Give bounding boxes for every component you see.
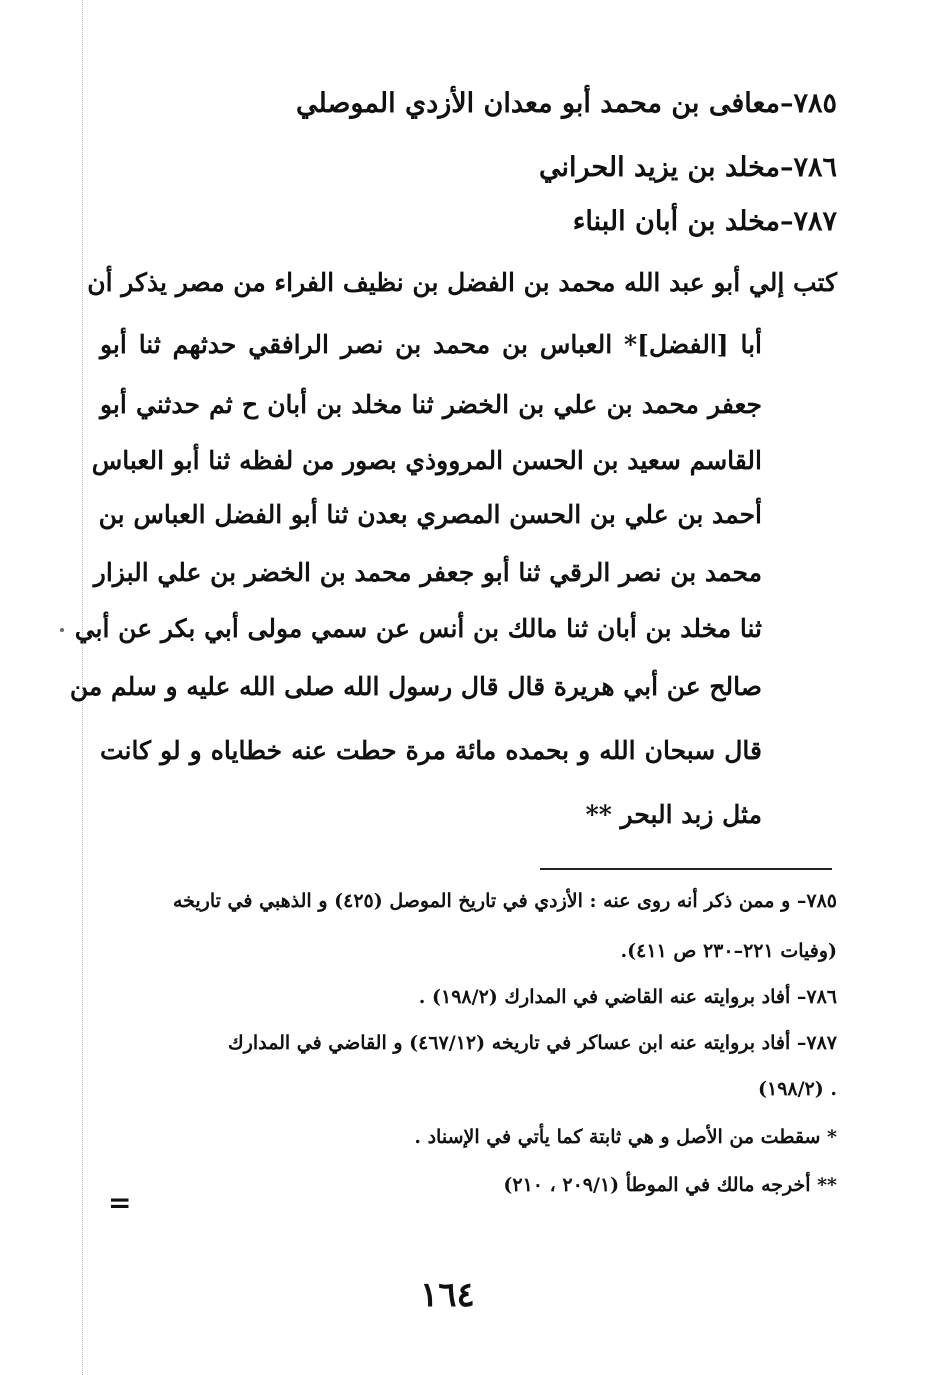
main-line-10: مثل زبد البحر **	[585, 800, 762, 829]
main-line-6: محمد بن نصر الرقي ثنا أبو جعفر محمد بن الخضر بن علي البزار	[93, 558, 762, 587]
footnote-787-line-2: . (١٩٨/٢)	[758, 1078, 837, 1100]
footnote-787-line-1: ٧٨٧– أفاد بروايته عنه ابن عساكر في تاريخه (٤٦٧/١٢) و القاضي في المدارك	[228, 1032, 837, 1054]
footnote-785-line-1: ٧٨٥– و ممن ذكر أنه روى عنه : الأزدي في تاريخ الموصل (٤٢٥) و الذهبي في تاريخه	[172, 890, 837, 912]
footnote-785-line-2: (وفيات ٢٢١–٢٣٠ ص ٤١١).	[620, 940, 837, 962]
main-line-3: جعفر محمد بن علي بن الخضر ثنا مخلد بن أبان ح ثم حدثني أبو	[100, 390, 762, 419]
main-line-5: أحمد بن علي بن الحسن المصري بعدن ثنا أبو الفضل العباس بن	[98, 500, 762, 529]
page-number: ١٦٤	[420, 1275, 475, 1315]
margin-mark: =	[108, 1186, 132, 1219]
footnote-separator	[540, 868, 832, 870]
footnote-786: ٧٨٦– أفاد بروايته عنه القاضي في المدارك (١٩٨/٢) .	[418, 986, 837, 1008]
scan-dot	[60, 628, 64, 632]
main-line-1: كتب إلي أبو عبد الله محمد بن الفضل بن نظيف الفراء من مصر يذكر أن	[87, 268, 837, 297]
main-line-4: القاسم سعيد بن الحسن المرووذي بصور من لفظه ثنا أبو العباس	[91, 446, 762, 475]
entry-786: ٧٨٦–مخلد بن يزيد الحراني	[539, 152, 837, 183]
footnote-star: * سقطت من الأصل و هي ثابتة كما يأتي في الإسناد .	[414, 1126, 837, 1148]
main-line-8: صالح عن أبي هريرة قال قال رسول الله صلى الله عليه و سلم من	[69, 672, 762, 701]
footnote-double-star: ** أخرجه مالك في الموطأ (٢٠٩/١ ، ٢١٠)	[503, 1174, 837, 1196]
entry-787: ٧٨٧–مخلد بن أبان البناء	[572, 206, 837, 237]
entry-785: ٧٨٥–معافى بن محمد أبو معدان الأزدي الموصلي	[296, 88, 837, 119]
main-line-2: أبا [الفضل]* العباس بن محمد بن نصر الرافقي حدثهم ثنا أبو	[100, 330, 762, 359]
main-line-7: ثنا مخلد بن أبان ثنا مالك بن أنس عن سمي مولى أبي بكر عن أبي	[74, 614, 762, 643]
main-line-9: قال سبحان الله و بحمده مائة مرة حطت عنه خطاياه و لو كانت	[100, 736, 762, 765]
